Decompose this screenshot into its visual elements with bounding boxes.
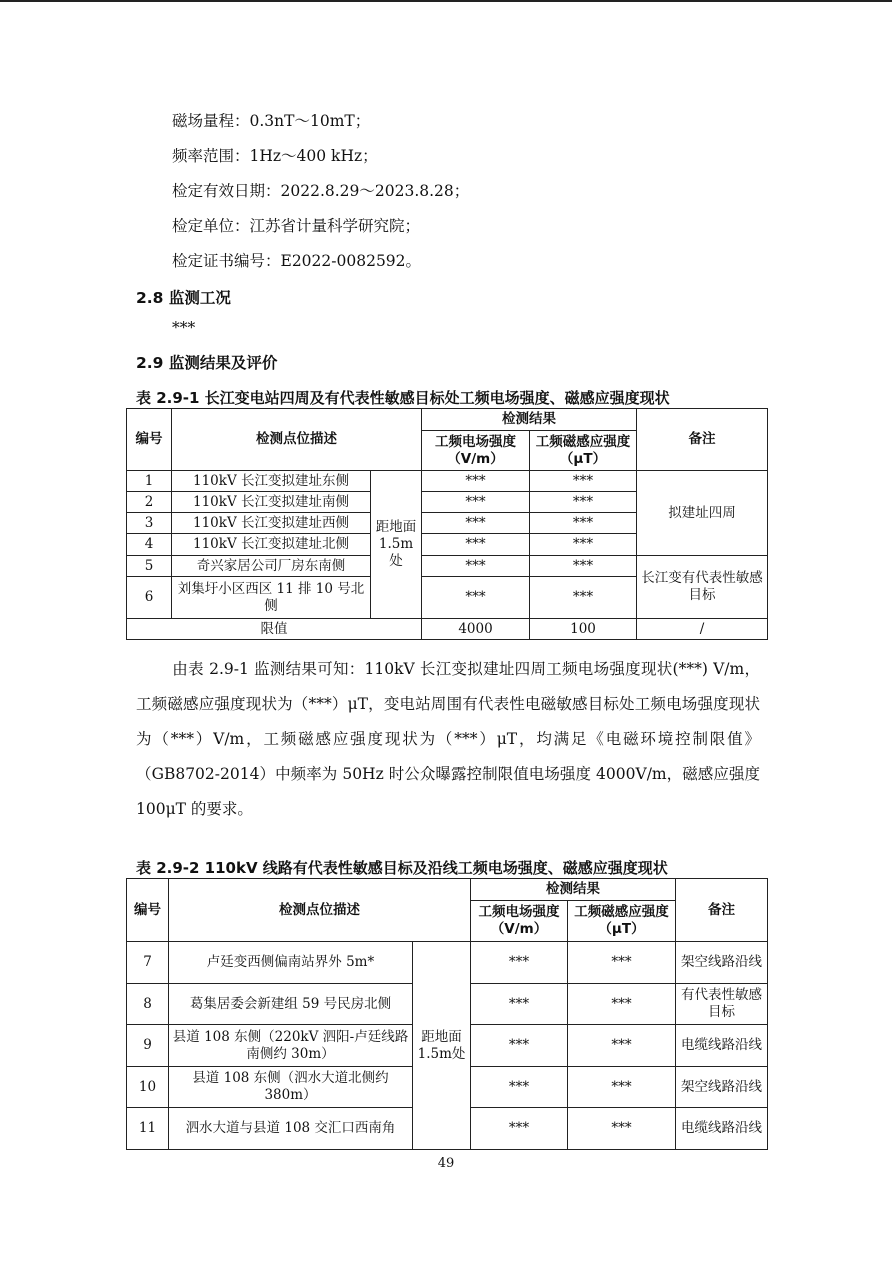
table2-header-result: 检测结果 [471,879,676,901]
row-e: *** [422,513,530,534]
row-b: *** [530,471,637,492]
row-e: *** [422,534,530,556]
table2-height-label: 距地面1.5m处 [413,942,471,1150]
row-no: 4 [127,534,172,556]
row-no: 3 [127,513,172,534]
row-no: 10 [127,1067,169,1108]
table2 [126,878,768,1150]
table1-header-e: 工频电场强度（V/m） [422,431,530,471]
row-desc: 110kV 长江变拟建址东侧 [172,471,371,492]
row-b: *** [568,1108,676,1150]
table1-header-result: 检测结果 [422,409,637,431]
row-e: *** [422,577,530,619]
table1 [126,408,768,640]
section-2-8-title: 2.8 监测工况 [136,289,231,307]
table1-note-group1: 拟建址四周 [637,471,768,556]
row-b: *** [530,513,637,534]
limit-e: 4000 [422,619,530,640]
spec-line-frequency: 频率范围：1Hz～400 kHz； [172,147,378,165]
top-rule [0,0,892,2]
row-e: *** [471,984,568,1025]
row-e: *** [422,556,530,577]
row-note: 架空线路沿线 [676,942,768,984]
section-2-8-body: *** [172,319,196,337]
spec-line-validity: 检定有效日期：2022.8.29～2023.8.28； [172,182,470,200]
row-desc: 110kV 长江变拟建址北侧 [172,534,371,556]
row-note: 有代表性敏感目标 [676,984,768,1025]
page-number: 49 [437,1156,455,1171]
row-b: *** [530,492,637,513]
row-desc: 县道 108 东侧（泗水大道北侧约 380m） [169,1067,413,1108]
table-row [127,471,768,492]
table1-header-no: 编号 [127,409,172,471]
table2-header-desc: 检测点位描述 [169,879,471,942]
results-paragraph-text: 由表 2.9-1 监测结果可知：110kV 长江变拟建址四周工频电场强度现状(***) V/m，工频磁感应强度现状为（***）μT，变电站周围有代表性电磁敏感目标处工频电场强度现状为（***）V/m，工频磁感应强度现状为（***）μT，均满足《电磁环境控制限值》（GB8702-2014）中频率为 50Hz 时公众曝露控制限值电场强度 4000V/m，磁感应强度 100μT 的要求。 [136,660,760,818]
table1-limit-row [127,619,768,640]
row-note: 架空线路沿线 [676,1067,768,1108]
row-no: 8 [127,984,169,1025]
row-b: *** [568,984,676,1025]
row-b: *** [530,534,637,556]
table1-caption: 表 2.9-1 长江变电站四周及有代表性敏感目标处工频电场强度、磁感应强度现状 [136,389,670,407]
row-b: *** [568,1025,676,1067]
row-b: *** [530,577,637,619]
row-note: 电缆线路沿线 [676,1108,768,1150]
row-desc: 奇兴家居公司厂房东南侧 [172,556,371,577]
row-desc: 泗水大道与县道 108 交汇口西南角 [169,1108,413,1150]
row-desc: 葛集居委会新建组 59 号民房北侧 [169,984,413,1025]
table1-height-label: 距地面1.5m处 [371,471,422,619]
row-e: *** [422,471,530,492]
row-no: 7 [127,942,169,984]
table-row [127,556,768,577]
row-b: *** [530,556,637,577]
row-e: *** [471,1067,568,1108]
row-desc: 110kV 长江变拟建址南侧 [172,492,371,513]
results-paragraph [136,652,760,827]
limit-b: 100 [530,619,637,640]
row-no: 11 [127,1108,169,1150]
row-no: 1 [127,471,172,492]
table2-caption: 表 2.9-2 110kV 线路有代表性敏感目标及沿线工频电场强度、磁感应强度现状 [136,859,668,877]
table2-header-note: 备注 [676,879,768,942]
row-e: *** [422,492,530,513]
row-no: 9 [127,1025,169,1067]
table1-note-group2: 长江变有代表性敏感目标 [637,556,768,619]
row-no: 5 [127,556,172,577]
row-no: 6 [127,577,172,619]
table2-header-no: 编号 [127,879,169,942]
spec-line-cert: 检定证书编号：E2022-0082592。 [172,252,422,270]
row-note: 电缆线路沿线 [676,1025,768,1067]
row-b: *** [568,1067,676,1108]
row-desc: 刘集圩小区西区 11 排 10 号北侧 [172,577,371,619]
row-e: *** [471,942,568,984]
limit-note: / [637,619,768,640]
row-desc: 县道 108 东侧（220kV 泗阳-卢廷线路南侧约 30m） [169,1025,413,1067]
table-row [127,942,768,984]
table2-header-e: 工频电场强度（V/m） [471,901,568,942]
limit-label: 限值 [127,619,422,640]
row-desc: 110kV 长江变拟建址西侧 [172,513,371,534]
table1-header-note: 备注 [637,409,768,471]
row-e: *** [471,1108,568,1150]
table1-header-desc: 检测点位描述 [172,409,422,471]
row-e: *** [471,1025,568,1067]
spec-line-unit: 检定单位：江苏省计量科学研究院； [172,217,421,235]
spec-line-range: 磁场量程：0.3nT～10mT； [172,112,371,130]
row-b: *** [568,942,676,984]
row-no: 2 [127,492,172,513]
section-2-9-title: 2.9 监测结果及评价 [136,354,278,372]
row-desc: 卢廷变西侧偏南站界外 5m* [169,942,413,984]
table1-header-b: 工频磁感应强度（μT） [530,431,637,471]
table2-header-b: 工频磁感应强度（μT） [568,901,676,942]
